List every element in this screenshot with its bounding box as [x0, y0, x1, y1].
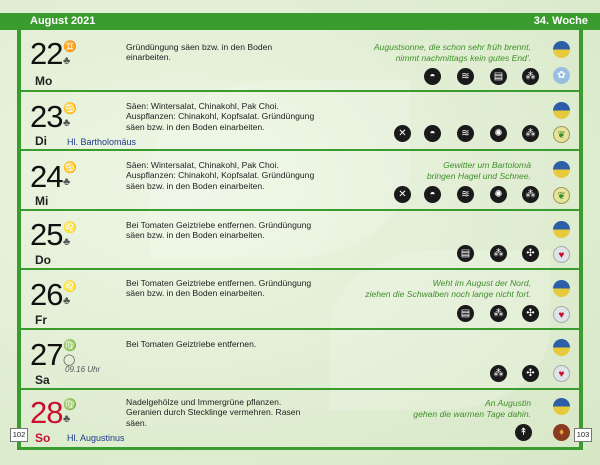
root-sign-icon: ♦: [553, 424, 570, 441]
month-title: August 2021: [30, 15, 96, 27]
day-task: Säen: Wintersalat, Chinakohl, Pak Choi. Auspflanzen: Chinakohl, Kopfsalat. Gründüngung säen bzw. in den Boden einarbeiten.: [126, 160, 315, 191]
watering-icon: ✺: [490, 125, 507, 142]
day-task: Bei Tomaten Geiztriebe entfernen. Gründüngung säen bzw. in den Boden einarbeiten.: [126, 220, 312, 241]
day-proverb: An Augustin gehen die warmen Tage dahin.: [413, 398, 531, 419]
zodiac-symbol-icon: ♣: [63, 117, 71, 129]
fruit-sign-icon: ♥: [553, 306, 570, 323]
saint-name: Hl. Bartholomäus: [67, 137, 137, 147]
moon-phase-icon: [553, 41, 570, 58]
day-proverb: Augustsonne, die schon sehr früh brennt, nimmt nachmittags kein gutes End'.: [373, 42, 531, 63]
constellation-symbol-icon: ♌: [63, 281, 77, 293]
day-row-28: [21, 390, 579, 447]
week-number: 34. Woche: [533, 15, 588, 27]
day-number: 27: [30, 337, 63, 372]
plant-icon: ⁂: [522, 68, 539, 85]
moon-phase-icon: [553, 339, 570, 356]
day-proverb: Weht im August der Nord, ziehen die Schwalben noch lange nicht fort.: [365, 278, 531, 299]
mowing-icon: ≋: [457, 125, 474, 142]
moon-phase-icon: [553, 280, 570, 297]
zodiac-symbol-icon: ♣: [63, 55, 71, 67]
day-proverb: Gewitter um Bartolomä bringen Hagel und Schnee.: [426, 160, 531, 181]
moon-time: 09.16 Uhr: [65, 365, 101, 374]
day-name: Mi: [35, 194, 49, 208]
fruit-sign-icon: ♥: [553, 246, 570, 263]
moon-phase-icon: [553, 398, 570, 415]
constellation-symbol-icon: ♌: [63, 222, 77, 234]
wheelbarrow-icon: ▤: [490, 68, 507, 85]
frame-bottom: [17, 447, 583, 450]
day-name: Sa: [35, 373, 50, 387]
leaf-sign-icon: ❦: [553, 187, 570, 204]
day-task: Gründüngung säen bzw. in den Boden einarbeiten.: [126, 42, 273, 63]
day-name: Do: [35, 253, 51, 267]
day-name: So: [35, 431, 51, 445]
week-header: [0, 13, 600, 30]
day-number: 28: [30, 395, 63, 430]
day-row-26: [21, 270, 579, 328]
zodiac-symbol-icon: ♣: [63, 236, 71, 248]
zodiac-symbol-icon: ♣: [63, 295, 71, 307]
day-number: 24: [30, 159, 63, 194]
weeding-icon: ✣: [522, 365, 539, 382]
fruit-sign-icon: ♥: [553, 365, 570, 382]
day-number: 26: [30, 277, 63, 312]
moon-phase-icon: [553, 102, 570, 119]
weeding-icon: ✣: [522, 305, 539, 322]
day-task: Säen: Wintersalat, Chinakohl, Pak Choi. Auspflanzen: Chinakohl, Kopfsalat. Gründüngung säen bzw. in den Boden einarbeiten.: [126, 101, 315, 132]
frame-right: [579, 30, 583, 450]
tools-icon: ✕: [394, 186, 411, 203]
seed-bowl-icon: ◓: [424, 125, 441, 142]
plant-icon: ⁂: [490, 245, 507, 262]
plant-icon: ⁂: [522, 186, 539, 203]
day-row-25: [21, 211, 579, 268]
day-row-24: [21, 151, 579, 209]
wheelbarrow-icon: ▤: [457, 245, 474, 262]
constellation-symbol-icon: ♍: [63, 340, 77, 352]
day-row-23: [21, 92, 579, 149]
wheelbarrow-icon: ▤: [457, 305, 474, 322]
zodiac-symbol-icon: ♣: [63, 176, 71, 188]
day-number: 23: [30, 99, 63, 134]
day-task: Bei Tomaten Geiztriebe entfernen.: [126, 339, 257, 349]
constellation-symbol-icon: ♋: [63, 103, 77, 115]
day-name: Fr: [35, 313, 47, 327]
mowing-icon: ≋: [457, 68, 474, 85]
moon-phase-icon: [553, 161, 570, 178]
constellation-symbol-icon: ♊: [63, 41, 77, 53]
watering-icon: ✺: [490, 186, 507, 203]
zodiac-symbol-icon: ♣: [63, 413, 71, 425]
flower-sign-icon: ✿: [553, 67, 570, 84]
page-number-left: 102: [10, 428, 28, 442]
mowing-icon: ≋: [457, 186, 474, 203]
weeding-icon: ✣: [522, 245, 539, 262]
moon-phase-icon: [553, 221, 570, 238]
day-number: 25: [30, 217, 63, 252]
plant-icon: ⁂: [522, 125, 539, 142]
page-number-right: 103: [574, 428, 592, 442]
constellation-symbol-icon: ♋: [63, 162, 77, 174]
seed-bowl-icon: ◓: [424, 186, 441, 203]
day-task: Bei Tomaten Geiztriebe entfernen. Gründüngung säen bzw. in den Boden einarbeiten.: [126, 278, 312, 299]
saint-name: Hl. Augustinus: [67, 433, 125, 443]
constellation-symbol-icon: ♍: [63, 399, 77, 411]
day-row-22: [21, 30, 579, 90]
day-name: Mo: [35, 74, 53, 88]
day-task: Nadelgehölze und Immergrüne pflanzen. Geranien durch Stecklinge vermehren. Rasen säen.: [126, 397, 301, 428]
plant-icon: ⁂: [490, 305, 507, 322]
plant-icon: ⁂: [490, 365, 507, 382]
seedling-icon: ↟: [515, 424, 532, 441]
leaf-sign-icon: ❦: [553, 126, 570, 143]
full-moon-icon: ◯: [63, 354, 76, 366]
tools-icon: ✕: [394, 125, 411, 142]
day-name: Di: [35, 134, 47, 148]
seed-bowl-icon: ◓: [424, 68, 441, 85]
day-number: 22: [30, 36, 63, 71]
day-row-27: [21, 330, 579, 388]
